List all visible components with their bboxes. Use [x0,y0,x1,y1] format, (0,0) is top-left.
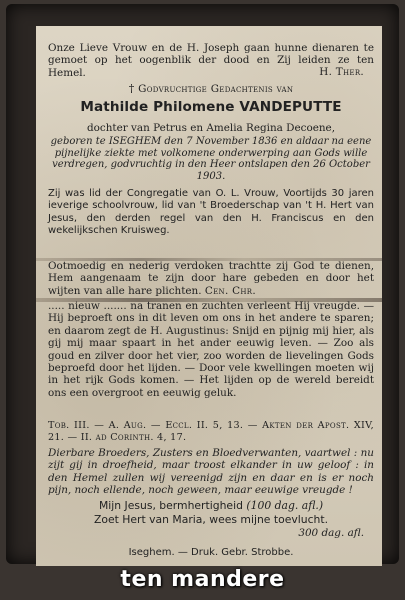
memorial-heading: † Godvruchtige Gedachtenis van [128,82,294,95]
scripture-references: Tob. III. — A. Aug. — Eccl. II. 5, 13. — Akten der Apost. XIV, 21. — II. ad Corinth. 4, 17. [48,420,374,444]
image-caption: ten mandere [120,567,285,592]
deceased-name: Mathilde Philomene VANDEPUTTE [80,99,342,115]
opening-prayer-source: H. Ther. [319,66,364,78]
ejaculatory-prayer-1: Mijn Jesus, bermhertigheid (100 dag. afl.) [98,499,324,512]
ejaculatory-prayer-2: Zoet Hert van Maria, wees mijne toevlucht. [93,513,329,526]
biography: Zij was lid der Congregatie van O. L. Vrouw, Voortijds 30 jaren ieverige schoolvrouw, lid van 't Broederschap van 't H. Hert van Jesus, den derden regel van den H. Franciscus en den wekelijkschen Kruisweg. [48,188,374,237]
opening-prayer-text: Onze Lieve Vrouw en de H. Joseph gaan hunne dienaren te gemoet op het oogenblik der dood en Zij leiden ze ten Hemel. [48,42,374,79]
indulgence-note: 300 dag. afl. [298,527,364,539]
birth-death-details: geboren te ISEGHEM den 7 November 1836 en aldaar na eene pijnelijke ziekte met volkomene onderwerping aan Gods wille verdregen, godvruchtig in den Heer ontslapen den 26 October 1903. [50,136,372,182]
farewell-paragraph: Dierbare Broeders, Zusters en Bloedverwanten, vaartwel : nu zijt gij in droefheid, maar troost elkander in uw geloof : in den Hemel zullen wij vereenigd zijn en daar en is er noch pijn, noch ellende, noch geween, maar eeuwige vreugde ! [48,447,374,497]
scripture-paragraph: ..... nieuw ....... na tranen en zuchten verleent Hij vreugde. — Hij beproeft ons in dit leven om ons in het andere te sparen; en daarom zegt de H. Augustinus: Snijd en pijnig mij hier, als gij mij maar spaart in het ander eeuwig leven. — Zoo als goud en zilver door het vier, zoo worden de lievelingen Gods beproefd door het lijden. — Door vele kwellingen moeten wij in het rijk Gods komen. — Het lijden op de wereld bereidt ons een overgroot en eeuwig geluk. [48,300,374,399]
cross-icon: † [128,82,135,95]
parents-line: dochter van Petrus en Amelia Regina Decoene, [87,122,335,134]
memorial-card-paper [36,26,382,566]
printer-line: Iseghem. — Druk. Gebr. Strobbe. [128,547,294,558]
virtue-paragraph: Ootmoedig en nederig verdoken trachtte zij God te dienen, Hem aangenaam te zijn door hare gebeden en door het wijten van alle hare plichten. Cen. Chr. [48,260,374,297]
